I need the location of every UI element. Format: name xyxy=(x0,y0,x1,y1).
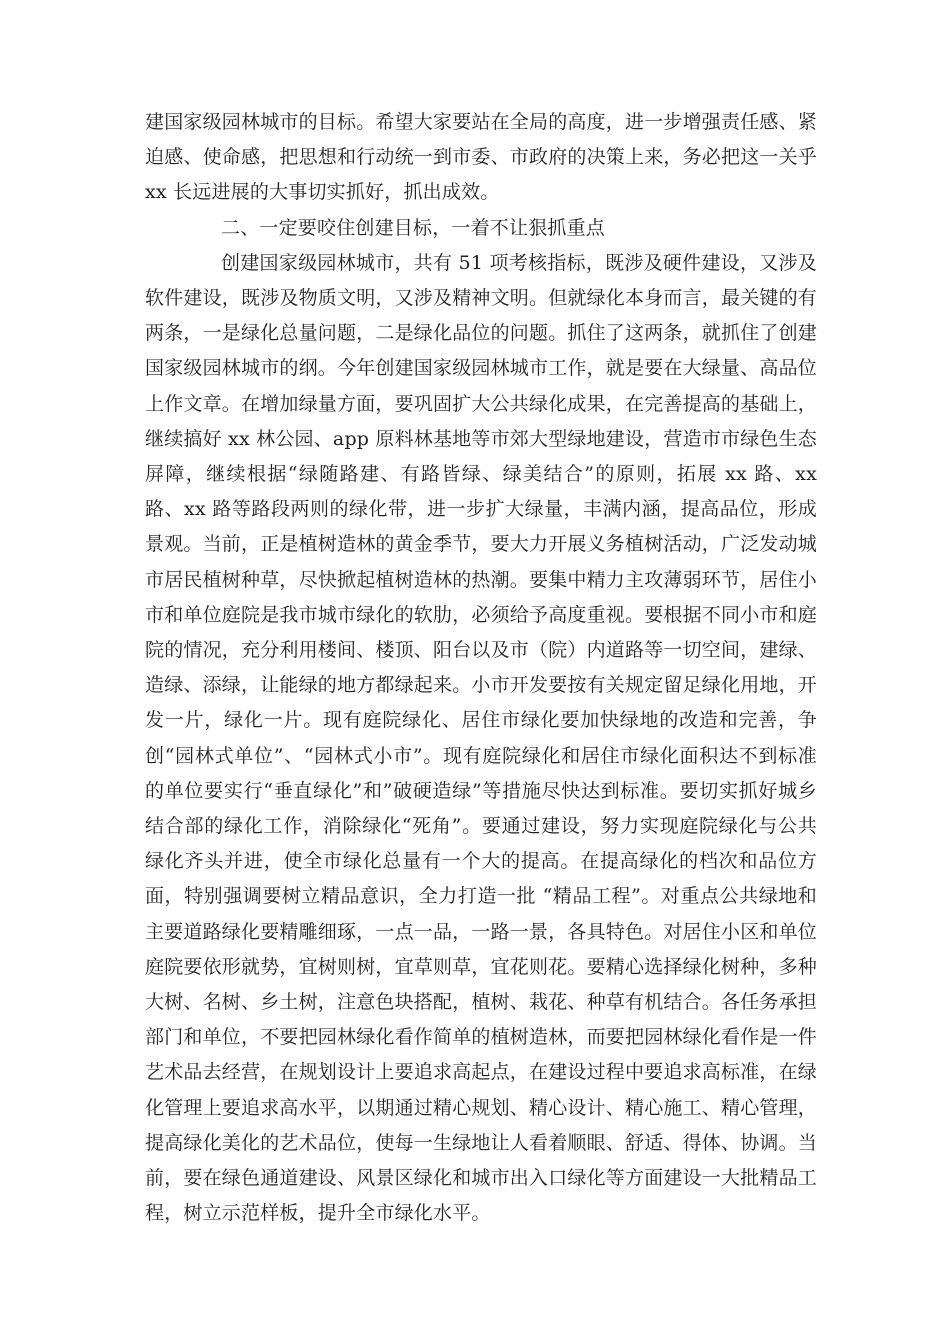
section-heading: 二、一定要咬住创建目标，一着不让狠抓重点 xyxy=(221,216,606,239)
document-body xyxy=(145,105,817,1232)
paragraph-continuation: 建国家级园林城市的目标。希望大家要站在全局的高度，进一步增强责任感、紧迫感、使命感，把思想和行动统一到市委、市政府的决策上来，务必把这一关乎 xx 长远进展的大事切实抓好，抓出成效。 xyxy=(145,111,818,204)
paragraph-body: 创建国家级园林城市，共有 51 项考核指标，既涉及硬件建设，又涉及软件建设，既涉及物质文明，又涉及精神文明。但就绿化本身而言，最关键的有两条，一是绿化总量问题，二是绿化品位的问题。抓住了这两条，就抓住了创建国家级园林城市的纲。今年创建国家级园林城市工作，就是要在大绿量、高品位上作文章。在增加绿量方面，要巩固扩大公共绿化成果，在完善提高的基础上，继续搞好 xx 林公园、app 原料林基地等市郊大型绿地建设，营造市市绿色生态屏障，继续根据“绿随路建、有路皆绿、绿美结合”的原则，拓展 xx 路、xx 路、xx 路等路段两则的绿化带，进一步扩大绿量，丰满内涵，提高品位，形成景观。当前，正是植树造林的黄金季节，要大力开展义务植树活动，广泛发动城市居民植树种草，尽快掀起植树造林的热潮。要集中精力主攻薄弱环节，居住小市和单位庭院是我市城市绿化的软肋，必须给予高度重视。要根据不同小市和庭院的情况，充分利用楼间、楼顶、阳台以及市（院）内道路等一切空间，建绿、造绿、添绿，让能绿的地方都绿起来。小市开发要按有关规定留足绿化用地，开发一片，绿化一片。现有庭院绿化、居住市绿化要加快绿地的改造和完善，争创“园林式单位”、“园林式小市”。现有庭院绿化和居住市绿化面积达不到标准的单位要实行“垂直绿化”和”破硬造绿”等措施尽快达到标准。要切实抓好城乡结合部的绿化工作，消除绿化“死角”。要通过建设，努力实现庭院绿化与公共绿化齐头并进，使全市绿化总量有一个大的提高。在提高绿化的档次和品位方面，特别强调要树立精品意识，全力打造一批 “精品工程”。对重点公共绿地和主要道路绿化要精雕细琢，一点一品，一路一景，各具特色。对居住小区和单位庭院要依形就势，宜树则树，宜草则草，宜花则花。要精心选择绿化树种，多种大树、名树、乡土树，注意色块搭配，植树、栽花、种草有机结合。各任务承担部门和单位，不要把园林绿化看作简单的植树造林，而要把园林绿化看作是一件艺术品去经营，在规划设计上要追求高起点，在建设过程中要追求高标准，在绿化管理上要追求高水平，以期通过精心规划、精心设计、精心施工、精心管理，提高绿化美化的艺术品位，使每一生绿地让人看着顺眼、舒适、得体、协调。当前，要在绿色通道建设、风景区绿化和城市出入口绿化等方面建设一大批精品工程，树立示范样板，提升全市绿化水平。 xyxy=(145,251,818,1225)
